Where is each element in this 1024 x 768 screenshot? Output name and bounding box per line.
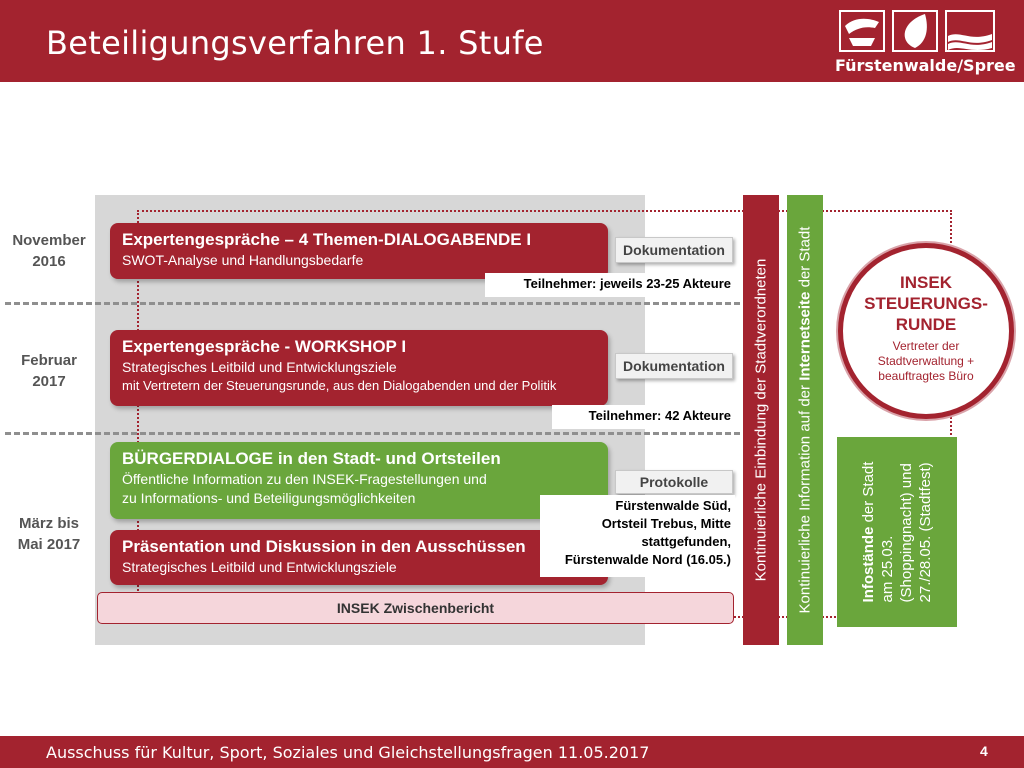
praesentation-bar xyxy=(110,530,608,585)
city-logo xyxy=(835,8,1016,76)
dialogabende-title xyxy=(122,229,596,251)
steuerung-title3: RUNDE xyxy=(895,315,957,334)
logo-emblem-icon xyxy=(835,8,1000,56)
dialogabende-subtitle: SWOT-Analyse und Handlungsbedarfe xyxy=(122,252,364,268)
process-diagram xyxy=(0,185,1024,655)
dokumentation-button-2[interactable]: Dokumentation xyxy=(615,353,733,379)
steuerung-title2: STEUERUNGS- xyxy=(864,294,988,313)
internet-bold: Internetseite xyxy=(796,291,814,381)
dokumentation-button-1[interactable]: Dokumentation xyxy=(615,237,733,263)
stadtverordnete-bar xyxy=(743,195,779,645)
period-divider xyxy=(5,432,740,435)
workshop-bar xyxy=(110,330,608,406)
infostaende-l3: (Shoppingnacht) und xyxy=(898,463,915,603)
footer-bar xyxy=(0,736,1024,768)
infostaende-text xyxy=(859,462,935,603)
period-label: November xyxy=(12,232,86,249)
steuerung-sub1: Vertreter der xyxy=(892,339,960,353)
note-line: stattgefunden, xyxy=(641,534,731,549)
dialogabende-title-bold: DIALOGABENDE I xyxy=(383,230,532,249)
internet-text xyxy=(797,227,814,614)
dialogabende-title-prefix: Expertengespräche – 4 Themen- xyxy=(122,230,384,249)
workshop-subtitle2: mit Vertretern der Steuerungsrunde, aus den Dialogabenden und der Politik xyxy=(122,378,557,393)
teilnehmer-note-1: Teilnehmer: jeweils 23-25 Akteure xyxy=(485,273,735,297)
stadtverordnete-text: Kontinuierliche Einbindung der Stadtverordneten xyxy=(752,258,770,582)
dialogabende-bar xyxy=(110,223,608,279)
teilnehmer-note-2: Teilnehmer: 42 Akteure xyxy=(552,405,735,429)
steuerungsrunde-circle xyxy=(838,243,1014,419)
buergerdialoge-line2: zu Informations- und Beteiligungsmöglichkeiten xyxy=(122,490,416,506)
steuerung-sub2: Stadtverwaltung + xyxy=(877,354,975,368)
period-november-2016 xyxy=(5,230,93,272)
steuerungsrunde-subtitle xyxy=(843,339,1009,384)
buergerdialoge-title: BÜRGERDIALOGE in den Stadt- und Ortsteilen xyxy=(122,449,501,468)
period-year: 2017 xyxy=(32,373,66,390)
header-bar xyxy=(0,0,1024,82)
note-line: Ortsteil Trebus, Mitte xyxy=(601,516,731,531)
period-label: März bis xyxy=(18,515,79,532)
internet-suffix: der Stadt xyxy=(796,226,814,292)
period-year: 2016 xyxy=(32,253,66,270)
infostaende-bold: Infostände xyxy=(860,526,877,603)
infostaende-line xyxy=(859,462,878,603)
note-line: Fürstenwalde Nord (16.05.) xyxy=(564,552,731,567)
internet-prefix: Kontinuierliche Information auf der xyxy=(796,380,814,614)
period-maerz-mai-2017 xyxy=(5,513,93,555)
footer-text: Ausschuss für Kultur, Sport, Soziales und Gleichstellungsfragen 11.05.2017 xyxy=(46,743,650,762)
period-label: Februar xyxy=(21,352,77,369)
note-line: Fürstenwalde Süd, xyxy=(615,498,731,513)
infostaende-l2: am 25.03. xyxy=(879,535,896,603)
buergerdialoge-line1: Öffentliche Information zu den INSEK-Fragestellungen und xyxy=(122,471,487,487)
period-divider xyxy=(5,302,740,305)
period-year: Mai 2017 xyxy=(17,536,81,553)
page-number: 4 xyxy=(980,743,988,759)
steuerung-sub3: beauftragtes Büro xyxy=(878,369,974,383)
steuerungsrunde-title xyxy=(843,272,1009,335)
infostaende-l4: 27./28.05. (Stadtfest) xyxy=(917,462,934,603)
steuerung-title1: INSEK xyxy=(900,273,952,292)
workshop-subtitle: Strategisches Leitbild und Entwicklungsziele xyxy=(122,359,397,375)
infostaende-l1: der Stadt xyxy=(860,461,877,527)
praesentation-title: Präsentation und Diskussion in den Ausschüssen xyxy=(122,537,526,556)
workshop-title: Expertengespräche - WORKSHOP I xyxy=(122,337,407,356)
logo-text: Fürstenwalde/Spree xyxy=(835,56,1016,75)
protokolle-button[interactable]: Protokolle xyxy=(615,470,733,494)
praesentation-subtitle: Strategisches Leitbild und Entwicklungsziele xyxy=(122,559,397,575)
zwischenbericht-bar: INSEK Zwischenbericht xyxy=(97,592,734,624)
internet-bar xyxy=(787,195,823,645)
buergerdialoge-bar xyxy=(110,442,608,519)
slide-title: Beteiligungsverfahren 1. Stufe xyxy=(46,24,544,62)
infostaende-box xyxy=(837,437,957,627)
period-februar-2017 xyxy=(5,350,93,392)
buergerdialoge-note xyxy=(540,495,735,577)
